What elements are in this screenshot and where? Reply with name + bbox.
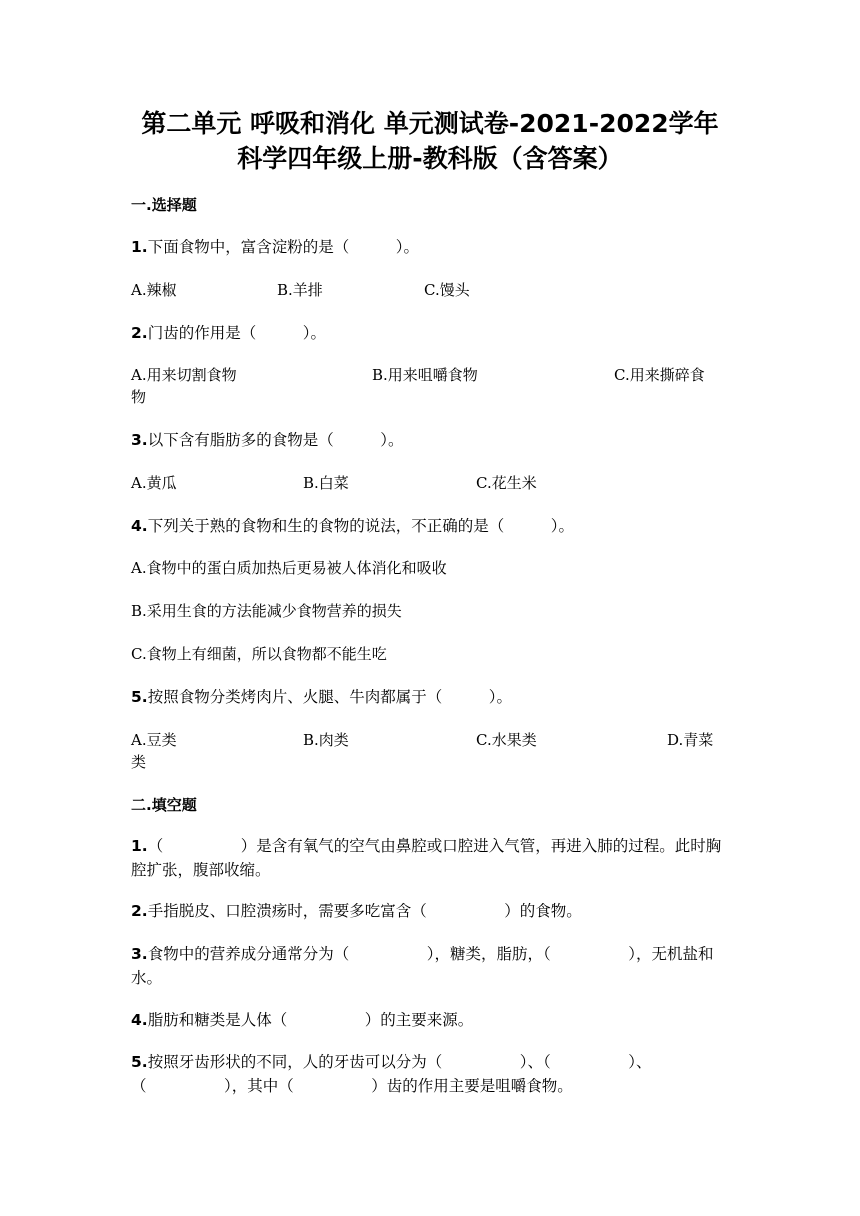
- question-number: 3.: [131, 945, 148, 963]
- question-text: 食物中的营养成分通常分为（ ），糖类，脂肪，（ ），无机盐和水。: [131, 945, 714, 987]
- question-number: 3.: [131, 431, 148, 449]
- question-text: 下面食物中，富含淀粉的是（ ）。: [147, 238, 419, 256]
- answer-option: A.用来切割食物: [131, 366, 237, 384]
- question: [131, 834, 731, 882]
- question-number: 2.: [131, 902, 148, 920]
- question: [131, 321, 731, 345]
- section-heading-choice: 一.选择题: [131, 196, 197, 214]
- question-number: 1.: [131, 238, 148, 256]
- question-number: 4.: [131, 517, 148, 535]
- answer-option: C.食物上有细菌，所以食物都不能生吃: [131, 645, 387, 663]
- question-number: 2.: [131, 324, 148, 342]
- question: [131, 235, 731, 259]
- answer-option: C.水果类: [476, 731, 537, 749]
- answer-option: A.辣椒: [131, 281, 177, 299]
- document-title-line-2: 科学四年级上册-教科版（含答案）: [237, 144, 623, 173]
- question-text: 按照牙齿形状的不同，人的牙齿可以分为（ ）、（ ）、（ ），其中（ ）齿的作用主要是咀嚼食物。: [131, 1053, 652, 1095]
- answer-option: A.食物中的蛋白质加热后更易被人体消化和吸收: [131, 559, 447, 577]
- answer-option-wrap: 物: [131, 388, 147, 406]
- question-text: （ ）是含有氧气的空气由鼻腔或口腔进入气管，再进入肺的过程。此时胸腔扩张，腹部收缩。: [131, 837, 722, 879]
- answer-option: B.白菜: [303, 474, 349, 492]
- question-text: 手指脱皮、口腔溃疡时，需要多吃富含（ ）的食物。: [147, 902, 582, 920]
- answer-option: B.肉类: [303, 731, 349, 749]
- question-number: 1.: [131, 837, 148, 855]
- answer-option: A.黄瓜: [131, 474, 177, 492]
- question: [131, 514, 731, 538]
- question-number: 5.: [131, 1053, 148, 1071]
- answer-option: B.羊排: [277, 281, 323, 299]
- question: [131, 942, 731, 990]
- question: [131, 685, 731, 709]
- answer-option: C.用来撕碎食: [614, 366, 705, 384]
- question-text: 按照食物分类烤肉片、火腿、牛肉都属于（ ）。: [147, 688, 512, 706]
- answer-option: C.馒头: [424, 281, 470, 299]
- question-number: 5.: [131, 688, 148, 706]
- document-title-line-1: 第二单元 呼吸和消化 单元测试卷-2021-2022学年: [141, 109, 719, 138]
- answer-option: B.用来咀嚼食物: [372, 366, 478, 384]
- question-text: 以下含有脂肪多的食物是（ ）。: [147, 431, 404, 449]
- question: [131, 899, 731, 923]
- answer-option-wrap: 类: [131, 753, 147, 771]
- question-text: 门齿的作用是（ ）。: [147, 324, 326, 342]
- section-heading-fill-in: 二.填空题: [131, 796, 197, 814]
- question: [131, 1008, 731, 1032]
- answer-option: C.花生米: [476, 474, 537, 492]
- answer-option: A.豆类: [131, 731, 177, 749]
- question: [131, 428, 731, 452]
- answer-option: D.青菜: [667, 731, 714, 749]
- question-number: 4.: [131, 1011, 148, 1029]
- question-text: 脂肪和糖类是人体（ ）的主要来源。: [147, 1011, 474, 1029]
- answer-option: B.采用生食的方法能减少食物营养的损失: [131, 602, 402, 620]
- question-text: 下列关于熟的食物和生的食物的说法，不正确的是（ ）。: [147, 517, 574, 535]
- question: [131, 1050, 731, 1098]
